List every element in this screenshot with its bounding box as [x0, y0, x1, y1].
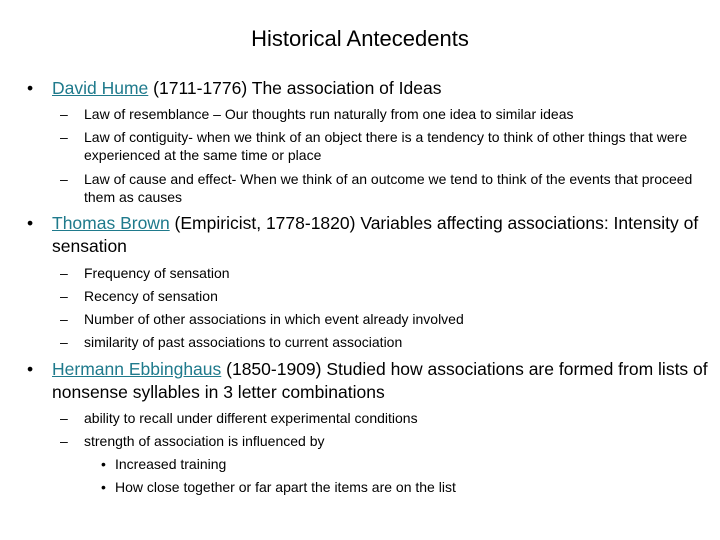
dash-icon: –: [60, 288, 68, 304]
sub-list-item: [101, 455, 705, 473]
link-thomas-brown[interactable]: Thomas Brown: [52, 213, 170, 233]
bullet-icon: •: [101, 456, 106, 472]
list-item: [60, 170, 704, 206]
list-item: [60, 128, 704, 164]
list-item-text: Law of contiguity- when we think of an object there is a tendency to think of other things that were experienced at the same time or place: [84, 129, 688, 163]
bullet-icon: •: [27, 78, 34, 98]
list-item: [60, 287, 704, 305]
list-item: [60, 432, 704, 450]
list-item: [60, 333, 704, 351]
list-item-text: Law of resemblance – Our thoughts run naturally from one idea to similar ideas: [84, 106, 574, 122]
list-item: [60, 310, 704, 328]
link-hermann-ebbinghaus[interactable]: Hermann Ebbinghaus: [52, 359, 222, 379]
bullet-icon: •: [27, 359, 34, 379]
section-hume: [27, 77, 712, 100]
section-brown-text: (Empiricist, 1778-1820) Variables affecting associations: Intensity of sensation: [52, 213, 699, 256]
link-david-hume[interactable]: David Hume: [52, 78, 149, 98]
bullet-icon: •: [101, 479, 106, 495]
slide-title: Historical Antecedents: [251, 26, 469, 51]
list-item-text: Recency of sensation: [84, 288, 218, 304]
list-item-text: Number of other associations in which event already involved: [84, 311, 464, 327]
list-item-text: strength of association is influenced by: [84, 433, 325, 449]
section-hume-text: (1711-1776) The association of Ideas: [148, 78, 442, 98]
sub-list-item: [101, 478, 705, 496]
sub-list-item-text: Increased training: [115, 456, 227, 472]
list-item: [60, 409, 704, 427]
list-item-text: similarity of past associations to current association: [84, 334, 403, 350]
list-item-text: Law of cause and effect- When we think of an outcome we tend to think of the events that proceed them as causes: [84, 171, 693, 205]
dash-icon: –: [60, 106, 68, 122]
dash-icon: –: [60, 265, 68, 281]
list-item: [60, 105, 704, 123]
dash-icon: –: [60, 410, 68, 426]
dash-icon: –: [60, 311, 68, 327]
section-ebbinghaus: [27, 358, 712, 404]
bullet-icon: •: [27, 213, 34, 233]
dash-icon: –: [60, 171, 68, 187]
section-brown: [27, 212, 712, 258]
dash-icon: –: [60, 433, 68, 449]
list-item-text: Frequency of sensation: [84, 265, 230, 281]
dash-icon: –: [60, 129, 68, 145]
sub-list-item-text: How close together or far apart the items are on the list: [115, 479, 456, 495]
list-item: [60, 264, 704, 282]
section-ebbinghaus-text: (1850-1909) Studied how associations are formed from lists of nonsense syllables in 3 letter combinations: [52, 359, 708, 402]
list-item-text: ability to recall under different experimental conditions: [84, 410, 418, 426]
dash-icon: –: [60, 334, 68, 350]
